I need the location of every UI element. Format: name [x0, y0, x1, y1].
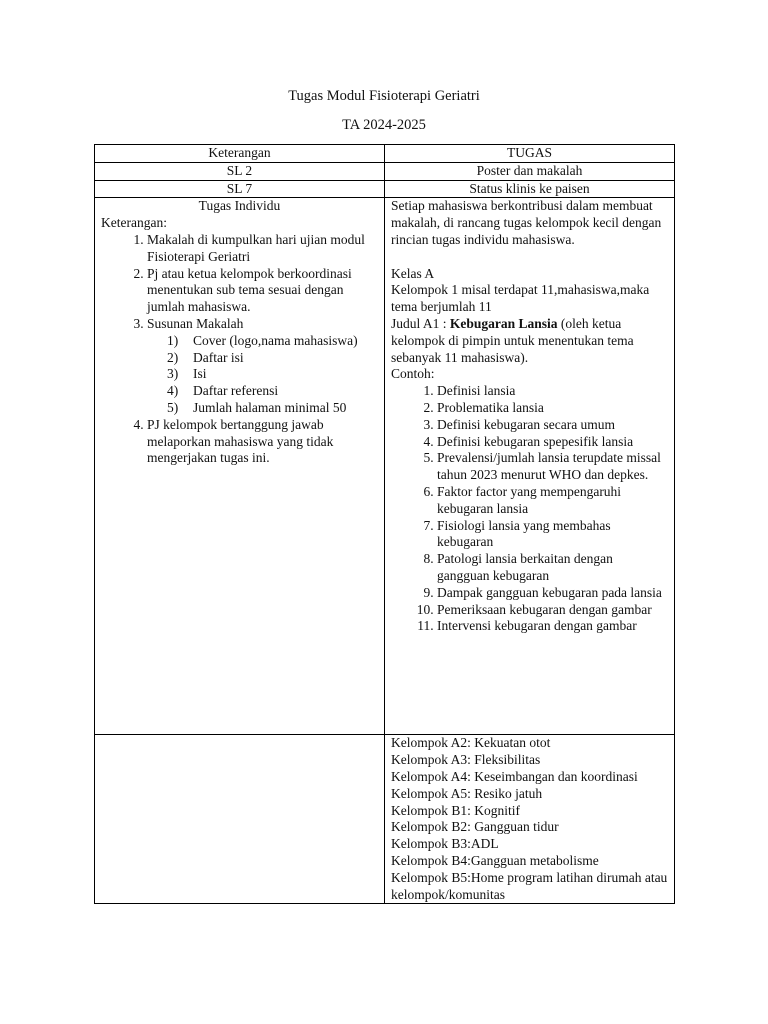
list-item: 4. Definisi kebugaran spepesifik lansia	[437, 434, 668, 451]
table-row	[95, 162, 675, 180]
group-item: Kelompok B4:Gangguan metabolisme	[391, 852, 599, 868]
header-tugas: TUGAS	[385, 145, 675, 163]
spacer	[391, 249, 668, 266]
judul-title: Kebugaran Lansia	[449, 315, 558, 331]
list-item	[147, 316, 378, 417]
group-item: Kelompok A3: Fleksibilitas	[391, 752, 541, 768]
list-item-text: Susunan Makalah	[147, 315, 244, 331]
list-item: 3. Definisi kebugaran secara umum	[437, 417, 668, 434]
judul-prefix: Judul A1 :	[391, 315, 450, 331]
individual-list	[101, 232, 378, 467]
group-item: Kelompok B3:ADL	[391, 836, 499, 852]
document-subtitle: TA 2024-2025	[342, 117, 426, 133]
group-item: Kelompok A4: Keseimbangan dan koordinasi	[391, 768, 638, 784]
list-item: 6. Faktor factor yang mempengaruhi kebugaran lansia	[437, 484, 668, 518]
group-item: Kelompok B2: Gangguan tidur	[391, 819, 559, 835]
task-cell	[385, 198, 675, 735]
assignment-table	[94, 144, 675, 904]
judul-suffix: (oleh ketua kelompok di pimpin untuk menentukan tema sebanyak 11 mahasiswa).	[391, 315, 634, 365]
list-item: Daftar referensi	[193, 383, 279, 399]
group-line: Kelompok 1 misal terdapat 11,mahasiswa,maka tema berjumlah 11	[391, 282, 650, 315]
list-item: 5. Prevalensi/jumlah lansia terupdate missal tahun 2023 menurut WHO dan depkes.	[437, 450, 668, 484]
header-keterangan: Keterangan	[95, 145, 385, 163]
list-item: 1. Definisi lansia	[437, 383, 668, 400]
table-row-groups	[95, 735, 675, 904]
individual-label: Keterangan:	[101, 215, 167, 231]
list-item: Daftar isi	[193, 349, 244, 365]
list-item: 2. Problematika lansia	[437, 400, 668, 417]
row-sl2-label: SL 2	[95, 162, 385, 180]
list-item: 7. Fisiologi lansia yang membahas kebugaran	[437, 518, 668, 552]
task-intro: Setiap mahasiswa berkontribusi dalam membuat makalah, di rancang tugas kelompok kecil dengan rincian tugas individu mahasiswa.	[391, 198, 662, 247]
list-item: 10. Pemeriksaan kebugaran dengan gambar	[437, 602, 668, 619]
row-sl2-task: Poster dan makalah	[385, 162, 675, 180]
empty-cell	[95, 735, 385, 904]
row-sl7-task: Status klinis ke paisen	[385, 180, 675, 198]
table-header-row	[95, 145, 675, 163]
list-item: 4. PJ kelompok bertanggung jawab melaporkan mahasiswa yang tidak mengerjakan tugas ini.	[147, 417, 378, 467]
document-title: Tugas Modul Fisioterapi Geriatri	[288, 88, 480, 104]
group-item: Kelompok B1: Kognitif	[391, 802, 520, 818]
row-sl7-label: SL 7	[95, 180, 385, 198]
contoh-list	[391, 383, 668, 635]
list-item: 11. Intervensi kebugaran dengan gambar	[437, 618, 668, 635]
group-item: Kelompok A2: Kekuatan otot	[391, 735, 551, 751]
group-item: Kelompok A5: Resiko jatuh	[391, 785, 543, 801]
groups-cell	[385, 735, 675, 904]
list-item: Cover (logo,nama mahasiswa)	[193, 332, 358, 348]
list-item: 8. Patologi lansia berkaitan dengan gangguan kebugaran	[437, 551, 668, 585]
table-row	[95, 180, 675, 198]
list-item: 9. Dampak gangguan kebugaran pada lansia	[437, 585, 668, 602]
list-item: Jumlah halaman minimal 50	[193, 399, 347, 415]
susunan-makalah-list	[147, 333, 378, 417]
contoh-label: Contoh:	[391, 366, 435, 382]
group-item: Kelompok B5:Home program latihan dirumah atau kelompok/komunitas	[391, 869, 668, 902]
individual-heading: Tugas Individu	[198, 198, 281, 214]
list-item: 2. Pj atau ketua kelompok berkoordinasi menentukan sub tema sesuai dengan jumlah mahasiswa.	[147, 266, 378, 316]
list-item: Isi	[193, 366, 207, 382]
judul-line	[391, 316, 668, 366]
individual-cell	[95, 198, 385, 735]
table-row-individual	[95, 198, 675, 735]
list-item: 1. Makalah di kumpulkan hari ujian modul Fisioterapi Geriatri	[147, 232, 378, 266]
class-label: Kelas A	[391, 265, 435, 281]
